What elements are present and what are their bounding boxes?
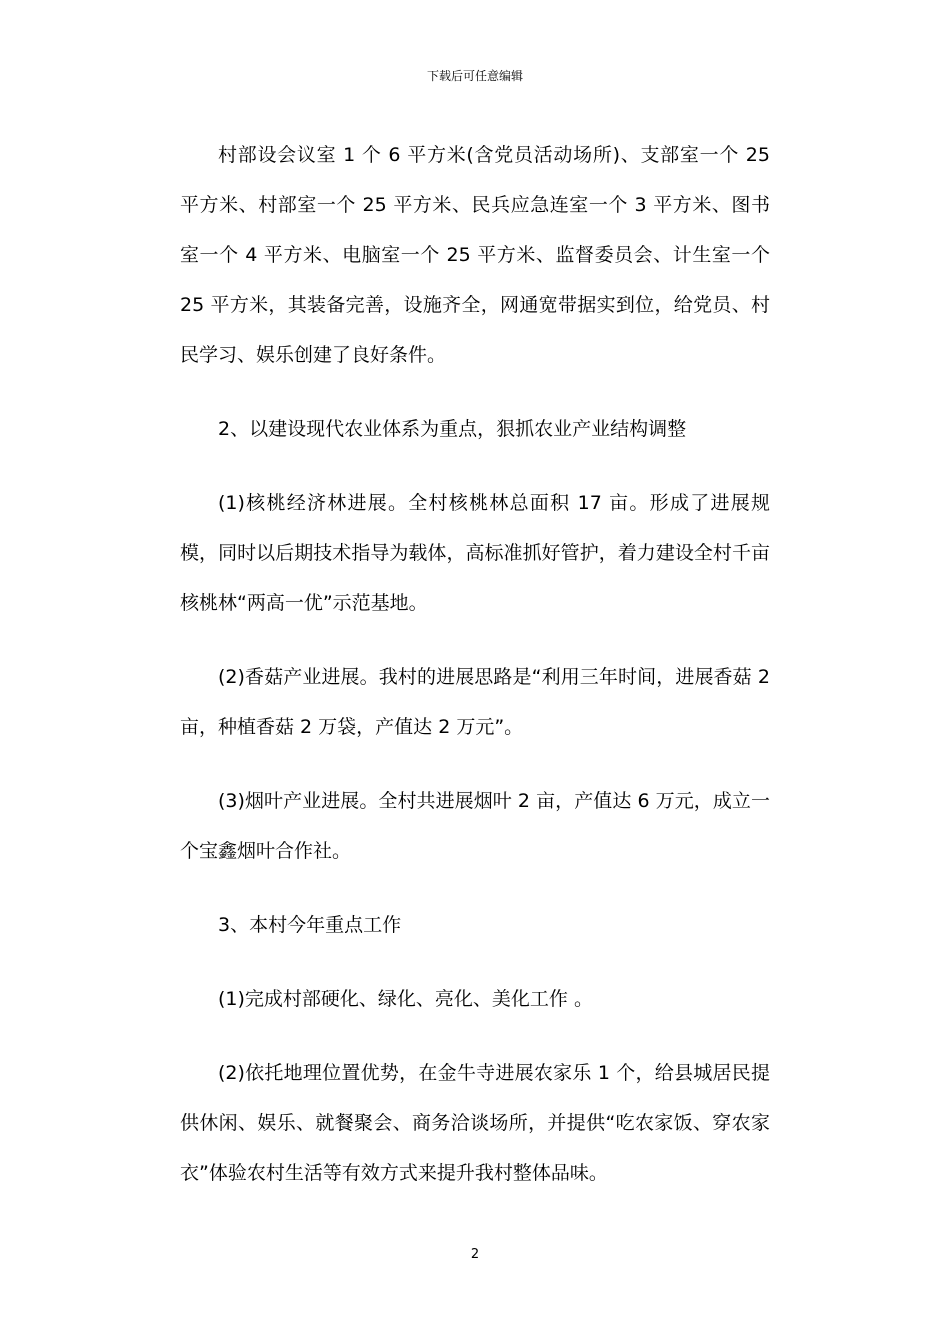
page-number: 2 <box>470 1247 480 1262</box>
paragraph-village-beautify: (1)完成村部硬化、绿化、亮化、美化工作 。 <box>218 988 593 1010</box>
page-header-note: 下载后可任意编辑 <box>426 69 523 83</box>
paragraph-tobacco: (3)烟叶产业进展。全村共进展烟叶 2 亩，产值达 6 万元，成立一个宝鑫烟叶合作社。 <box>180 790 770 862</box>
section-heading-agriculture: 2、以建设现代农业体系为重点，狠抓农业产业结构调整 <box>218 418 687 440</box>
section-heading-key-work: 3、本村今年重点工作 <box>218 914 402 936</box>
paragraph-farmhouse: (2)依托地理位置优势，在金牛寺进展农家乐 1 个，给县城居民提供休闲、娱乐、就餐聚会、商务洽谈场所，并提供“吃农家饭、穿农家衣”体验农村生活等有效方式来提升我村整体品味。 <box>180 1062 770 1184</box>
document-body <box>180 130 770 1198</box>
paragraph-facilities: 村部设会议室 1 个 6 平方米(含党员活动场所)、支部室一个 25 平方米、村部室一个 25 平方米、民兵应急连室一个 3 平方米、图书室一个 4 平方米、电脑室一个 25 平方米、监督委员会、计生室一个 25 平方米，其装备完善，设施齐全，网通宽带据实到位，给党员、村民学习、娱乐创建了良好条件。 <box>180 144 770 366</box>
paragraph-walnut: (1)核桃经济林进展。全村核桃林总面积 17 亩。形成了进展规模，同时以后期技术指导为载体，高标准抓好管护，着力建设全村千亩核桃林“两高一优”示范基地。 <box>180 492 770 614</box>
paragraph-mushroom: (2)香菇产业进展。我村的进展思路是“利用三年时间，进展香菇 2 亩，种植香菇 2 万袋，产值达 2 万元”。 <box>180 666 770 738</box>
